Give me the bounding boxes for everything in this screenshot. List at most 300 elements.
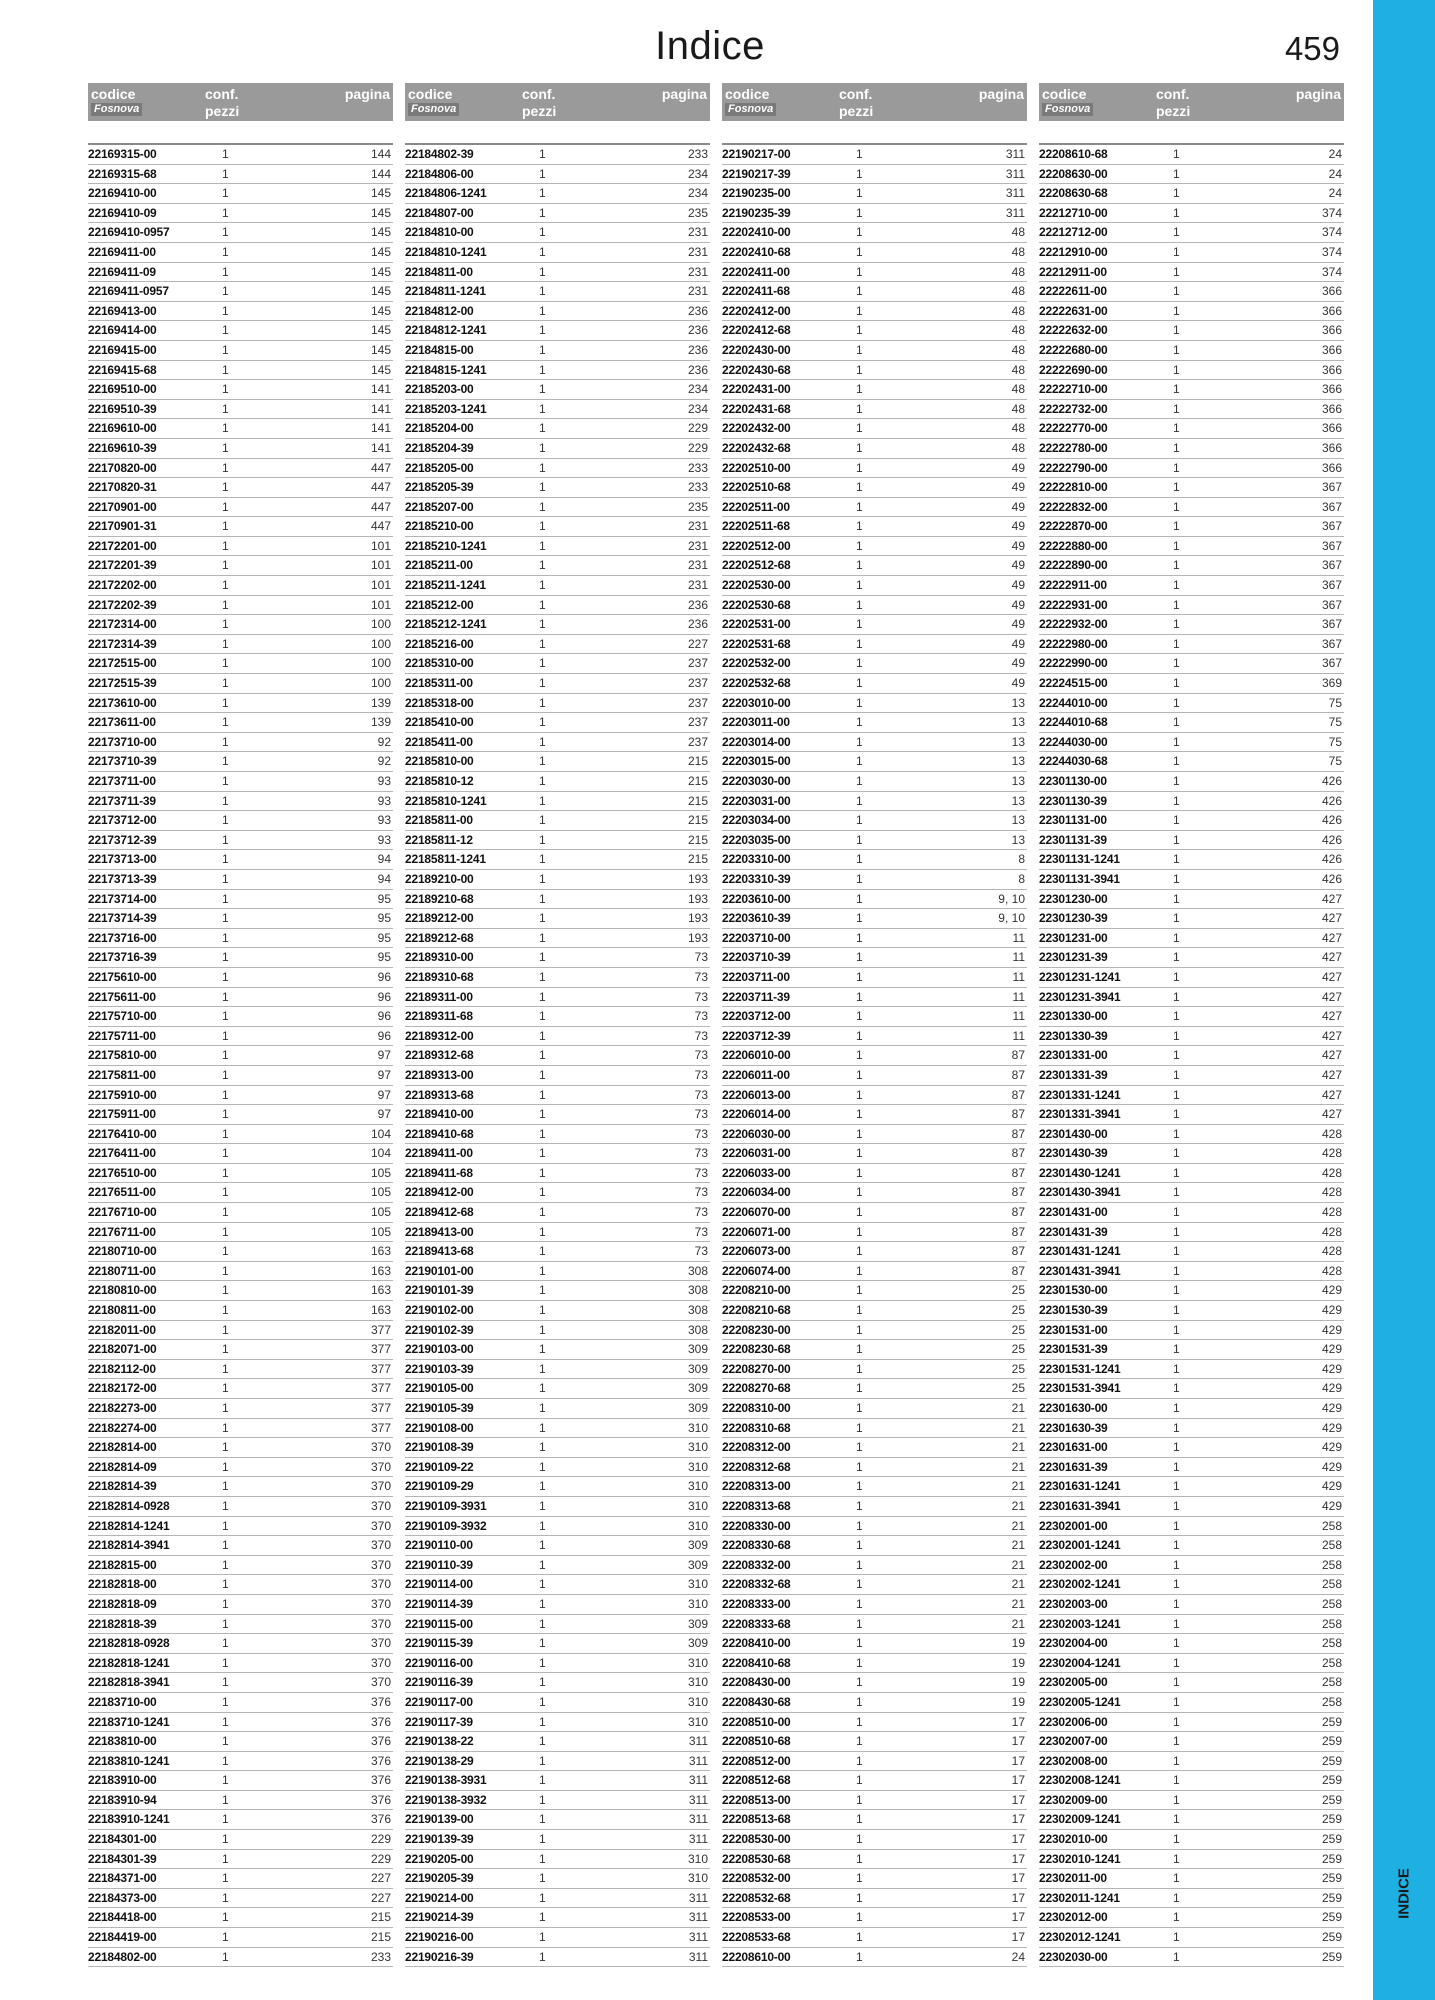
page-reference: 370 [370,1596,391,1611]
table-row [405,1830,710,1850]
page-reference: 75 [1328,754,1342,769]
pack-quantity: 1 [222,1028,229,1043]
product-code: 22301131-39 [1039,832,1107,847]
pack-quantity: 1 [856,382,863,397]
pack-quantity: 1 [222,1890,229,1905]
table-row [405,1556,710,1576]
product-code: 22173611-00 [88,715,156,730]
product-code: 22175910-00 [88,1087,157,1102]
pack-quantity: 1 [1173,538,1180,553]
product-code: 22190115-39 [405,1636,473,1651]
product-code: 22185810-00 [405,754,474,769]
table-row [88,1889,393,1909]
pack-quantity: 1 [1173,1361,1180,1376]
page-reference: 447 [370,460,391,475]
table-row [405,1281,710,1301]
product-code: 22182112-00 [88,1361,156,1376]
page-reference: 233 [687,480,708,495]
product-code: 22301231-3941 [1039,989,1121,1004]
product-code: 22222810-00 [1039,480,1108,495]
pack-quantity: 1 [222,754,229,769]
page-reference: 97 [377,1067,391,1082]
page-reference: 366 [1321,460,1342,475]
product-code: 22183710-1241 [88,1714,170,1729]
page-reference: 21 [1011,1518,1025,1533]
table-row [722,537,1027,557]
pack-quantity: 1 [539,1949,546,1964]
table-row [722,321,1027,341]
page-reference: 366 [1321,342,1342,357]
table-row [405,1125,710,1145]
table-row [405,948,710,968]
table-row [1039,165,1344,185]
page-reference: 370 [370,1616,391,1631]
table-row [88,1301,393,1321]
table-row [722,674,1027,694]
table-row [1039,850,1344,870]
product-code: 22203035-00 [722,832,791,847]
page-reference: 308 [687,1322,708,1337]
page-reference: 367 [1321,499,1342,514]
pack-quantity: 1 [539,695,546,710]
product-code: 22301330-00 [1039,1009,1108,1024]
pack-quantity: 1 [539,578,546,593]
table-row [405,537,710,557]
page-reference: 95 [377,911,391,926]
page-reference: 258 [1321,1557,1342,1572]
column-header [1039,83,1344,121]
table-row [405,1046,710,1066]
product-code: 22203711-39 [722,989,790,1004]
pack-quantity: 1 [222,871,229,886]
table-row [405,302,710,322]
table-row [1039,1497,1344,1517]
product-code: 22169411-00 [88,244,156,259]
table-row [88,556,393,576]
page-reference: 259 [1321,1851,1342,1866]
table-row [1039,282,1344,302]
pack-quantity: 1 [856,1322,863,1337]
product-code: 22172201-00 [88,538,157,553]
table-row [405,1948,710,1968]
product-code: 22301631-00 [1039,1440,1108,1455]
product-code: 22206070-00 [722,1205,791,1220]
pack-quantity: 1 [1173,382,1180,397]
header-codice: codice [408,86,453,102]
pack-quantity: 1 [222,342,229,357]
product-code: 22302009-00 [1039,1792,1108,1807]
product-code: 22185212-1241 [405,617,487,632]
product-code: 22302005-1241 [1039,1694,1121,1709]
pack-quantity: 1 [539,1205,546,1220]
table-row [722,204,1027,224]
page-reference: 429 [1321,1479,1342,1494]
page-reference: 49 [1011,578,1025,593]
header-conf: conf. [1156,86,1190,102]
product-code: 22301531-1241 [1039,1361,1121,1376]
pack-quantity: 1 [539,480,546,495]
page-reference: 308 [687,1283,708,1298]
product-code: 22301331-39 [1039,1067,1108,1082]
table-row [722,1673,1027,1693]
page-reference: 21 [1011,1616,1025,1631]
page-reference: 17 [1011,1871,1025,1886]
page-reference: 429 [1321,1420,1342,1435]
table-row [722,1183,1027,1203]
pack-quantity: 1 [1173,852,1180,867]
pack-quantity: 1 [856,1420,863,1435]
page-reference: 17 [1011,1930,1025,1945]
page-reference: 369 [1321,676,1342,691]
pack-quantity: 1 [539,1734,546,1749]
table-row [88,243,393,263]
table-row [722,654,1027,674]
table-row [88,1183,393,1203]
product-code: 22176410-00 [88,1126,157,1141]
pack-quantity: 1 [222,1616,229,1631]
index-rows [1039,145,1344,1967]
table-row [405,870,710,890]
product-code: 22202511-68 [722,519,790,534]
pack-quantity: 1 [856,1949,863,1964]
page-reference: 258 [1321,1675,1342,1690]
product-code: 22189411-00 [405,1146,473,1161]
pack-quantity: 1 [856,813,863,828]
table-row [722,1948,1027,1968]
product-code: 22170820-31 [88,480,157,495]
pack-quantity: 1 [1173,323,1180,338]
table-row [1039,576,1344,596]
table-row [405,263,710,283]
table-row [1039,321,1344,341]
table-row [405,1321,710,1341]
page-reference: 17 [1011,1714,1025,1729]
pack-quantity: 1 [222,1714,229,1729]
product-code: 22222931-00 [1039,597,1108,612]
table-row [722,223,1027,243]
page-reference: 87 [1011,1067,1025,1082]
page-reference: 308 [687,1263,708,1278]
pack-quantity: 1 [1173,1930,1180,1945]
product-code: 22222890-00 [1039,558,1108,573]
table-row [88,419,393,439]
page-reference: 376 [370,1714,391,1729]
table-row [1039,361,1344,381]
table-row [88,1575,393,1595]
page-reference: 100 [370,656,391,671]
table-row [722,1086,1027,1106]
pack-quantity: 1 [1173,1577,1180,1592]
page-reference: 234 [687,401,708,416]
product-code: 22208333-68 [722,1616,791,1631]
pack-quantity: 1 [222,1048,229,1063]
pack-quantity: 1 [856,558,863,573]
page-reference: 311 [1005,166,1025,181]
pack-quantity: 1 [539,1773,546,1788]
product-code: 22183910-94 [88,1792,157,1807]
pack-quantity: 1 [222,1361,229,1376]
page-reference: 258 [1321,1538,1342,1553]
product-code: 22202510-00 [722,460,791,475]
product-code: 22208312-00 [722,1440,791,1455]
pack-quantity: 1 [856,401,863,416]
page-reference: 141 [370,440,391,455]
pack-quantity: 1 [539,891,546,906]
header-pagina: pagina [344,86,390,102]
table-row [722,615,1027,635]
page-reference: 311 [688,1812,708,1827]
product-code: 22301431-00 [1039,1205,1108,1220]
pack-quantity: 1 [856,832,863,847]
product-code: 22169415-00 [88,342,157,357]
pack-quantity: 1 [539,1459,546,1474]
page-reference: 49 [1011,617,1025,632]
table-row [1039,694,1344,714]
pack-quantity: 1 [539,186,546,201]
product-code: 22302004-00 [1039,1636,1108,1651]
product-code: 22176711-00 [88,1224,156,1239]
product-code: 22173712-00 [88,813,157,828]
pack-quantity: 1 [539,1851,546,1866]
product-code: 22301331-1241 [1039,1087,1121,1102]
page-reference: 94 [377,852,391,867]
pack-quantity: 1 [539,754,546,769]
page-reference: 17 [1011,1832,1025,1847]
pack-quantity: 1 [539,734,546,749]
pack-quantity: 1 [856,793,863,808]
product-code: 22182818-3941 [88,1675,170,1690]
pack-quantity: 1 [222,519,229,534]
product-code: 22222870-00 [1039,519,1108,534]
pack-quantity: 1 [222,1773,229,1788]
page-reference: 236 [687,597,708,612]
table-row [88,1321,393,1341]
page-reference: 19 [1011,1655,1025,1670]
pack-quantity: 1 [856,1263,863,1278]
table-row [88,1713,393,1733]
pack-quantity: 1 [856,1655,863,1670]
page-reference: 426 [1321,793,1342,808]
table-row [1039,811,1344,831]
table-row [722,1223,1027,1243]
table-row [1039,1575,1344,1595]
pack-quantity: 1 [856,1028,863,1043]
pack-quantity: 1 [539,1871,546,1886]
pack-quantity: 1 [222,244,229,259]
table-row [1039,1791,1344,1811]
table-row [88,1908,393,1928]
page-reference: 193 [687,930,708,945]
page-reference: 48 [1011,284,1025,299]
product-code: 22203610-00 [722,891,791,906]
page-reference: 17 [1011,1890,1025,1905]
page-reference: 101 [370,597,391,612]
page-reference: 229 [370,1832,391,1847]
product-code: 22206073-00 [722,1244,791,1259]
product-code: 22175611-00 [88,989,156,1004]
sidebar-tab[interactable] [1373,0,1435,2000]
page-reference: 259 [1321,1753,1342,1768]
table-row [405,674,710,694]
product-code: 22222832-00 [1039,499,1108,514]
page-reference: 231 [687,519,708,534]
page-reference: 87 [1011,1126,1025,1141]
table-row [722,243,1027,263]
product-code: 22302002-1241 [1039,1577,1121,1592]
pack-quantity: 1 [1173,1498,1180,1513]
page-reference: 145 [370,264,391,279]
table-row [88,772,393,792]
table-row [1039,556,1344,576]
pack-quantity: 1 [539,813,546,828]
product-code: 22208410-00 [722,1636,791,1651]
page-reference: 87 [1011,1185,1025,1200]
page-reference: 367 [1321,597,1342,612]
table-row [88,361,393,381]
pack-quantity: 1 [222,558,229,573]
product-code: 22189212-00 [405,911,474,926]
table-row [1039,1360,1344,1380]
table-row [1039,752,1344,772]
pack-quantity: 1 [539,1518,546,1533]
page-reference: 447 [370,519,391,534]
product-code: 22173716-39 [88,950,157,965]
table-row [1039,478,1344,498]
product-code: 22208610-68 [1039,147,1108,161]
pack-quantity: 1 [856,284,863,299]
product-code: 22206033-00 [722,1165,791,1180]
pack-quantity: 1 [539,499,546,514]
table-row [1039,1438,1344,1458]
page-reference: 73 [694,969,708,984]
page-reference: 24 [1328,166,1342,181]
page-reference: 13 [1011,715,1025,730]
table-row [722,1536,1027,1556]
header-conf: conf. [205,86,239,102]
pack-quantity: 1 [1173,1518,1180,1533]
table-row [88,811,393,831]
product-code: 22190114-00 [405,1577,473,1592]
page-reference: 92 [377,734,391,749]
product-code: 22301631-1241 [1039,1479,1121,1494]
pack-quantity: 1 [539,342,546,357]
page-reference: 73 [694,1067,708,1082]
table-row [405,1673,710,1693]
table-row [722,1928,1027,1948]
pack-quantity: 1 [1173,1851,1180,1866]
pack-quantity: 1 [856,1694,863,1709]
page-reference: 227 [370,1890,391,1905]
product-code: 22203712-00 [722,1009,791,1024]
pack-quantity: 1 [856,1342,863,1357]
pack-quantity: 1 [539,1322,546,1337]
pack-quantity: 1 [856,186,863,201]
product-code: 22222990-00 [1039,656,1108,671]
pack-quantity: 1 [856,303,863,318]
pack-quantity: 1 [1173,186,1180,201]
pack-quantity: 1 [222,695,229,710]
table-row [1039,831,1344,851]
table-row [722,1497,1027,1517]
product-code: 22169510-00 [88,382,157,397]
product-code: 22222790-00 [1039,460,1108,475]
product-code: 22206034-00 [722,1185,791,1200]
page-reference: 19 [1011,1636,1025,1651]
header-pezzi: pezzi [522,103,557,119]
page-reference: 21 [1011,1557,1025,1572]
table-row [405,1360,710,1380]
pack-quantity: 1 [856,734,863,749]
pack-quantity: 1 [222,480,229,495]
product-code: 22208510-00 [722,1714,791,1729]
pack-quantity: 1 [539,303,546,318]
product-code: 22169610-00 [88,421,157,436]
table-row [722,968,1027,988]
table-row [1039,1183,1344,1203]
pack-quantity: 1 [222,1401,229,1415]
product-code: 22222632-00 [1039,323,1108,338]
table-row [405,635,710,655]
page-reference: 49 [1011,636,1025,651]
table-row [1039,1223,1344,1243]
page-reference: 258 [1321,1596,1342,1611]
pack-quantity: 1 [856,1067,863,1082]
pack-quantity: 1 [539,1753,546,1768]
page-reference: 366 [1321,362,1342,377]
product-code: 22185318-00 [405,695,474,710]
table-row [722,1634,1027,1654]
pack-quantity: 1 [1173,1322,1180,1337]
pack-quantity: 1 [222,1694,229,1709]
page-reference: 311 [1005,147,1025,161]
product-code: 22182814-1241 [88,1518,170,1533]
pack-quantity: 1 [539,166,546,181]
table-row [405,694,710,714]
table-row [1039,870,1344,890]
page-reference: 21 [1011,1538,1025,1553]
pack-quantity: 1 [856,1675,863,1690]
page-reference: 370 [370,1459,391,1474]
page-reference: 73 [694,1028,708,1043]
pack-quantity: 1 [856,1538,863,1553]
page-reference: 24 [1328,147,1342,161]
pack-quantity: 1 [1173,1832,1180,1847]
page-reference: 145 [370,303,391,318]
page-reference: 429 [1321,1440,1342,1455]
page-reference: 163 [370,1283,391,1298]
pack-quantity: 1 [539,1596,546,1611]
product-code: 22202531-00 [722,617,791,632]
product-code: 22222880-00 [1039,538,1108,553]
page-reference: 100 [370,636,391,651]
page-reference: 237 [687,695,708,710]
page-reference: 93 [377,774,391,788]
product-code: 22189413-00 [405,1224,474,1239]
pack-quantity: 1 [856,1009,863,1024]
page-reference: 366 [1321,303,1342,318]
product-code: 22189410-68 [405,1126,474,1141]
product-code: 22184810-00 [405,225,474,240]
table-row [1039,223,1344,243]
table-row [88,1634,393,1654]
pack-quantity: 1 [222,1636,229,1651]
table-row [405,361,710,381]
pack-quantity: 1 [1173,832,1180,847]
table-row [722,1321,1027,1341]
table-row [88,184,393,204]
page-reference: 21 [1011,1459,1025,1474]
table-row [722,870,1027,890]
